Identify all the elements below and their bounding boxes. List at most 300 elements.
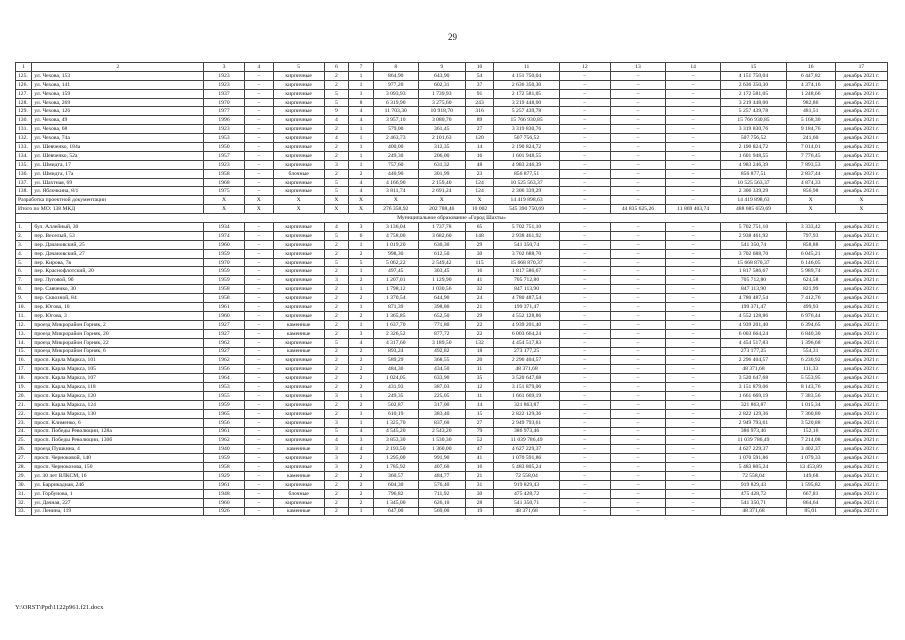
table-cell: 1923 xyxy=(204,80,245,89)
table-cell: кирпичные xyxy=(273,160,324,169)
table-cell: 3 957,10 xyxy=(373,116,418,125)
table-cell: ул. Шевченко, 52а xyxy=(32,151,204,160)
table-cell: – xyxy=(610,160,665,169)
table-cell: 2 691,24 xyxy=(418,187,465,196)
table-cell: 24 xyxy=(465,294,494,303)
table-cell: кирпичные xyxy=(273,480,324,489)
table-cell: – xyxy=(244,507,273,516)
table-cell: 4. xyxy=(16,249,32,258)
table-cell: Х xyxy=(204,196,245,205)
table-cell: 124 xyxy=(465,178,494,187)
table-cell: 3 702 688,70 xyxy=(494,249,559,258)
table-cell: 643,90 xyxy=(418,71,465,80)
table-cell: – xyxy=(244,329,273,338)
table-cell: 5 xyxy=(324,258,349,267)
table-cell: – xyxy=(666,427,721,436)
table-cell: 541 350,74 xyxy=(494,240,559,249)
table-row xyxy=(16,338,888,347)
table-cell: ул. Чехова, 141 xyxy=(32,80,204,89)
table-cell: декабрь 2021 г. xyxy=(835,338,887,347)
table-cell: 847 113,90 xyxy=(721,285,786,294)
table-cell: 15 668 870,37 xyxy=(494,258,559,267)
table-cell: 2 xyxy=(324,400,349,409)
table-row xyxy=(16,169,888,178)
table-cell: 2 101,63 xyxy=(418,134,465,143)
table-cell: 1959 xyxy=(204,249,245,258)
table-cell: 1958 xyxy=(204,294,245,303)
table-cell: 3 702 688,70 xyxy=(721,249,786,258)
table-row xyxy=(16,223,888,232)
table-cell: 4 xyxy=(349,107,374,116)
table-cell: кирпичные xyxy=(273,151,324,160)
table-cell: пер. Югова, 10 xyxy=(32,303,204,312)
table-cell: 4 627 229,37 xyxy=(494,445,559,454)
table-cell: – xyxy=(244,471,273,480)
table-cell: – xyxy=(244,276,273,285)
table-cell: 2 xyxy=(324,71,349,80)
table-cell: 3 319 830,76 xyxy=(494,125,559,134)
table-cell: пер. Сквозной, 84 xyxy=(32,294,204,303)
table-cell: – xyxy=(244,365,273,374)
table-cell: 2 822 129,36 xyxy=(721,409,786,418)
table-cell: ул. Чехова, 74а xyxy=(32,134,204,143)
table-cell: 1 739,93 xyxy=(418,89,465,98)
table-cell: 4 xyxy=(349,178,374,187)
table-cell: 705 712,80 xyxy=(721,276,786,285)
table-cell: 386 973,46 xyxy=(494,427,559,436)
table-cell: 3 275,60 xyxy=(418,98,465,107)
table-cell: 771,80 xyxy=(418,320,465,329)
table-row xyxy=(16,374,888,383)
table-cell: – xyxy=(244,151,273,160)
table-cell: 2 949 793,61 xyxy=(494,418,559,427)
table-cell: – xyxy=(559,205,610,214)
table-cell: 1959 xyxy=(204,276,245,285)
table-cell: ул. Горбунова, 1 xyxy=(32,489,204,498)
table-cell: 5 xyxy=(273,63,324,72)
table-cell: 2 xyxy=(324,151,349,160)
table-cell: 5 483 805,24 xyxy=(721,463,786,472)
table-cell: 2 xyxy=(324,480,349,489)
table-cell: декабрь 2021 г. xyxy=(835,143,887,152)
table-cell: 2 xyxy=(349,454,374,463)
table-cell: 1 xyxy=(349,507,374,516)
table-cell: 1 xyxy=(349,418,374,427)
table-cell: 33. xyxy=(16,507,32,516)
table-cell: 856,98 xyxy=(786,187,835,196)
table-cell: 5 168,30 xyxy=(786,116,835,125)
table-cell: 8 xyxy=(349,98,374,107)
table-cell: просп. Чернокозова, 150 xyxy=(32,463,204,472)
table-cell: 2 xyxy=(349,347,374,356)
table-cell: – xyxy=(666,151,721,160)
table-cell: 243 xyxy=(465,98,494,107)
table-cell: 1975 xyxy=(204,187,245,196)
table-cell: 2 296 404,57 xyxy=(494,356,559,365)
table-cell: – xyxy=(610,498,665,507)
table-cell: проезд Микрорайон Горняк, 2 xyxy=(32,320,204,329)
table-cell: 610,19 xyxy=(373,409,418,418)
table-cell: – xyxy=(559,356,610,365)
table-cell: 4 xyxy=(324,134,349,143)
table-cell: 383,40 xyxy=(418,409,465,418)
table-cell: 604,30 xyxy=(373,480,418,489)
table-cell: – xyxy=(666,383,721,392)
table-cell: 484,30 xyxy=(373,365,418,374)
table-cell: 3 xyxy=(349,329,374,338)
table-cell: блочные xyxy=(273,169,324,178)
table-cell: 3 811,74 xyxy=(373,187,418,196)
table-cell: Х xyxy=(349,205,374,214)
table-cell: – xyxy=(610,445,665,454)
table-cell: – xyxy=(559,418,610,427)
table-cell: декабрь 2021 г. xyxy=(835,294,887,303)
table-cell: 6 319,90 xyxy=(373,98,418,107)
table-cell: кирпичные xyxy=(273,374,324,383)
table-cell: – xyxy=(559,249,610,258)
table-cell: 589,29 xyxy=(373,356,418,365)
table-cell: 1955 xyxy=(204,391,245,400)
table-cell: кирпичные xyxy=(273,223,324,232)
table-cell: 12 xyxy=(465,383,494,392)
table-cell: 821,99 xyxy=(786,285,835,294)
table-cell: 11 xyxy=(465,391,494,400)
page-number: 29 xyxy=(448,32,457,42)
table-cell: 1 xyxy=(349,80,374,89)
table-cell: – xyxy=(610,116,665,125)
table-cell: 3 xyxy=(349,223,374,232)
section-title-row xyxy=(16,214,888,223)
table-cell: 1 070 591,86 xyxy=(721,454,786,463)
table-cell: 893,24 xyxy=(373,347,418,356)
table-cell: – xyxy=(666,409,721,418)
table-cell: 541 350,71 xyxy=(494,498,559,507)
table-cell: 5 xyxy=(324,178,349,187)
table-cell: 4 xyxy=(324,223,349,232)
table-cell: 137. xyxy=(16,178,32,187)
table-cell: 6 394,65 xyxy=(786,320,835,329)
table-cell: 1948 xyxy=(204,489,245,498)
table-cell: – xyxy=(610,489,665,498)
table-cell: 871,39 xyxy=(373,303,418,312)
table-cell: 630,30 xyxy=(418,240,465,249)
table-cell: 3 136,04 xyxy=(373,223,418,232)
table-cell: 72 558,04 xyxy=(494,471,559,480)
table-cell: 919 829,43 xyxy=(721,480,786,489)
table-cell: – xyxy=(610,125,665,134)
table-cell: 4 780 487,54 xyxy=(494,294,559,303)
table-cell: – xyxy=(610,374,665,383)
table-cell: 11. xyxy=(16,311,32,320)
table-cell: 2 xyxy=(324,240,349,249)
table-cell: 1965 xyxy=(204,409,245,418)
table-cell: – xyxy=(610,409,665,418)
table-cell: – xyxy=(610,107,665,116)
table-cell: 29 xyxy=(465,311,494,320)
table-cell: – xyxy=(610,320,665,329)
table-cell: каменные xyxy=(273,329,324,338)
table-cell: 4 874,33 xyxy=(786,178,835,187)
table-cell: 488 685 659,69 xyxy=(721,205,786,214)
table-cell: – xyxy=(610,365,665,374)
table-cell: – xyxy=(610,418,665,427)
table-cell: декабрь 2021 г. xyxy=(835,365,887,374)
table-cell: кирпичные xyxy=(273,294,324,303)
table-cell: 1 xyxy=(349,71,374,80)
table-cell: 1 661 669,19 xyxy=(494,391,559,400)
table-cell: декабрь 2021 г. xyxy=(835,347,887,356)
table-row xyxy=(16,365,888,374)
table-cell: 2 xyxy=(349,276,374,285)
table-cell: 4 939 201,40 xyxy=(721,320,786,329)
table-cell: декабрь 2021 г. xyxy=(835,383,887,392)
table-cell: 481,51 xyxy=(786,107,835,116)
table-cell: кирпичные xyxy=(273,125,324,134)
table-cell: 1 601 948,55 xyxy=(721,151,786,160)
table-cell: 4 xyxy=(349,338,374,347)
table-cell: 41 xyxy=(465,276,494,285)
table-cell: 316 xyxy=(465,107,494,116)
table-cell: – xyxy=(559,436,610,445)
table-cell: 1974 xyxy=(204,231,245,240)
table-cell: – xyxy=(244,178,273,187)
table-cell: 475 428,72 xyxy=(721,489,786,498)
table-cell: – xyxy=(610,436,665,445)
table-cell: кирпичные xyxy=(273,240,324,249)
table-cell: 644,90 xyxy=(418,294,465,303)
table-cell: 6 840,30 xyxy=(786,329,835,338)
table-cell: 128. xyxy=(16,98,32,107)
table-row xyxy=(16,143,888,152)
table-cell: 1956 xyxy=(204,418,245,427)
table-cell: декабрь 2021 г. xyxy=(835,463,887,472)
table-cell: 3 xyxy=(324,391,349,400)
table-cell: – xyxy=(244,383,273,392)
table-cell: – xyxy=(559,196,610,205)
table-cell: 16 xyxy=(786,63,835,72)
table-cell: ул. Чехова, 153 xyxy=(32,71,204,80)
table-cell: – xyxy=(666,276,721,285)
table-cell: – xyxy=(244,231,273,240)
table-cell: 6 230,92 xyxy=(786,356,835,365)
table-cell: 25. xyxy=(16,436,32,445)
table-cell: 837,60 xyxy=(418,418,465,427)
table-cell: 249,35 xyxy=(373,391,418,400)
table-cell: – xyxy=(559,223,610,232)
table-cell: – xyxy=(666,356,721,365)
table-cell: – xyxy=(666,374,721,383)
table-row xyxy=(16,471,888,480)
table-cell: 757,60 xyxy=(373,160,418,169)
table-cell: 35 xyxy=(465,374,494,383)
table-cell: просп. Клименко, 6 xyxy=(32,418,204,427)
table-cell: ул. Чехова, 49 xyxy=(32,116,204,125)
table-row xyxy=(16,311,888,320)
table-cell: – xyxy=(610,249,665,258)
table-cell: 864,90 xyxy=(373,71,418,80)
table-cell: – xyxy=(244,409,273,418)
table-cell: 4 780 487,54 xyxy=(721,294,786,303)
table-cell: – xyxy=(610,169,665,178)
table-cell: 1 129,90 xyxy=(418,276,465,285)
table-cell: кирпичные xyxy=(273,71,324,80)
table-cell: – xyxy=(666,489,721,498)
table-cell: 711,92 xyxy=(418,489,465,498)
table-cell: 864,64 xyxy=(786,498,835,507)
table-cell: декабрь 2021 г. xyxy=(835,187,887,196)
table-cell: 11 xyxy=(494,63,559,72)
table-cell: – xyxy=(559,240,610,249)
table-cell: проезд Микрорайон Горняк, 20 xyxy=(32,329,204,338)
table-cell: 1927 xyxy=(204,320,245,329)
table-row xyxy=(16,347,888,356)
table-cell: 3 xyxy=(324,418,349,427)
table-cell: 475 428,72 xyxy=(494,489,559,498)
table-cell: Х xyxy=(373,196,418,205)
table-cell: декабрь 2021 г. xyxy=(835,116,887,125)
table-cell: – xyxy=(666,320,721,329)
table-cell: – xyxy=(666,311,721,320)
table-cell: 1957 xyxy=(204,151,245,160)
table-cell: кирпичные xyxy=(273,89,324,98)
table-cell: – xyxy=(666,303,721,312)
table-cell: 3 520 647,68 xyxy=(494,374,559,383)
table-cell: ул. Чехова, 68 xyxy=(32,125,204,134)
table-cell: – xyxy=(666,160,721,169)
table-cell: 11 xyxy=(465,365,494,374)
table-cell: пер. Югова, 3 xyxy=(32,311,204,320)
table-cell: – xyxy=(559,125,610,134)
table-row xyxy=(16,480,888,489)
table-cell: – xyxy=(559,507,610,516)
table-cell: 5 483 805,24 xyxy=(494,463,559,472)
table-cell: – xyxy=(559,169,610,178)
table-cell: 16 xyxy=(465,267,494,276)
table-row xyxy=(16,391,888,400)
table-cell: 1937 xyxy=(204,89,245,98)
table-cell: 16 xyxy=(465,151,494,160)
table-cell: 124 xyxy=(465,187,494,196)
table-cell: – xyxy=(244,463,273,472)
table-cell: 1 xyxy=(349,143,374,152)
table-cell: 1 345,00 xyxy=(373,498,418,507)
table-cell: – xyxy=(666,71,721,80)
table-cell: 2 159,40 xyxy=(418,178,465,187)
table-cell: Х xyxy=(324,196,349,205)
table-cell: 3 xyxy=(204,63,245,72)
table-cell: 321 863,87 xyxy=(721,400,786,409)
table-cell: 667,81 xyxy=(786,489,835,498)
table-cell: – xyxy=(559,454,610,463)
table-cell: – xyxy=(559,480,610,489)
table-cell: 54 xyxy=(465,71,494,80)
table-cell: 2 xyxy=(324,507,349,516)
table-cell: Х xyxy=(204,205,245,214)
table-cell: – xyxy=(666,240,721,249)
table-cell: кирпичные xyxy=(273,454,324,463)
table-cell: – xyxy=(559,489,610,498)
table-cell: – xyxy=(559,311,610,320)
table-cell: 602,31 xyxy=(418,80,465,89)
table-cell: 1 024,05 xyxy=(373,374,418,383)
table-cell: 130. xyxy=(16,116,32,125)
table-cell: 1958 xyxy=(204,463,245,472)
table-cell: 11 869 403,74 xyxy=(666,205,721,214)
table-cell: 15 766 930,85 xyxy=(494,116,559,125)
table-row xyxy=(16,134,888,143)
capital-repair-table xyxy=(15,62,888,516)
table-cell: 16. xyxy=(16,356,32,365)
table-cell: 131. xyxy=(16,125,32,134)
table-cell: декабрь 2021 г. xyxy=(835,454,887,463)
table-cell: 6 447,82 xyxy=(786,71,835,80)
table-cell: 1 xyxy=(349,125,374,134)
table-cell: Х xyxy=(244,196,273,205)
table-cell: 2 xyxy=(324,311,349,320)
table-cell: 541 350,74 xyxy=(721,240,786,249)
table-cell: 1926 xyxy=(204,507,245,516)
table-cell: 856 877,51 xyxy=(721,169,786,178)
table-cell: декабрь 2021 г. xyxy=(835,169,887,178)
table-cell: ул. 30 лет ВЛКСМ, 16 xyxy=(32,471,204,480)
table-cell: 652,50 xyxy=(418,311,465,320)
table-cell: декабрь 2021 г. xyxy=(835,303,887,312)
table-cell: – xyxy=(666,454,721,463)
table-cell: 4 983 246,39 xyxy=(494,160,559,169)
table-cell: 1970 xyxy=(204,258,245,267)
table-cell: декабрь 2021 г. xyxy=(835,134,887,143)
table-cell: 9. xyxy=(16,294,32,303)
table-cell: каменные xyxy=(273,347,324,356)
table-cell: 134. xyxy=(16,151,32,160)
table-cell: 2 949 793,61 xyxy=(721,418,786,427)
table-cell: 2 549,42 xyxy=(418,258,465,267)
table-cell: 1 070 591,86 xyxy=(494,454,559,463)
table-cell: 7 412,76 xyxy=(786,294,835,303)
table-cell: – xyxy=(559,471,610,480)
table-cell: 1 xyxy=(349,240,374,249)
table-cell: 8 143,76 xyxy=(786,383,835,392)
table-cell: 1923 xyxy=(204,160,245,169)
table-cell: – xyxy=(666,347,721,356)
table-cell: – xyxy=(666,463,721,472)
table-cell: 4 317,60 xyxy=(373,338,418,347)
table-cell: декабрь 2021 г. xyxy=(835,507,887,516)
table-cell: кирпичные xyxy=(273,418,324,427)
table-cell: 2 306 339,29 xyxy=(721,187,786,196)
table-cell: 492,82 xyxy=(418,347,465,356)
table-cell: 132. xyxy=(16,134,32,143)
table-cell: Х xyxy=(835,196,887,205)
table-cell: 7 776,45 xyxy=(786,151,835,160)
table-cell: 3 682,60 xyxy=(418,231,465,240)
table-cell: – xyxy=(559,374,610,383)
table-cell: – xyxy=(244,143,273,152)
table-cell: 1 xyxy=(349,409,374,418)
table-cell: 2 822 129,36 xyxy=(494,409,559,418)
table-cell: 48 xyxy=(465,160,494,169)
table-cell: 3 219 448,00 xyxy=(494,98,559,107)
table-cell: 1 015,34 xyxy=(786,400,835,409)
table-cell: 2 xyxy=(324,374,349,383)
table-cell: 2 xyxy=(349,365,374,374)
table-cell: 28. xyxy=(16,463,32,472)
table-cell: просп. Карла Маркса, 105 xyxy=(32,365,204,374)
table-cell: – xyxy=(559,400,610,409)
table-cell: – xyxy=(666,80,721,89)
table-cell: декабрь 2021 г. xyxy=(835,418,887,427)
table-cell: – xyxy=(559,151,610,160)
